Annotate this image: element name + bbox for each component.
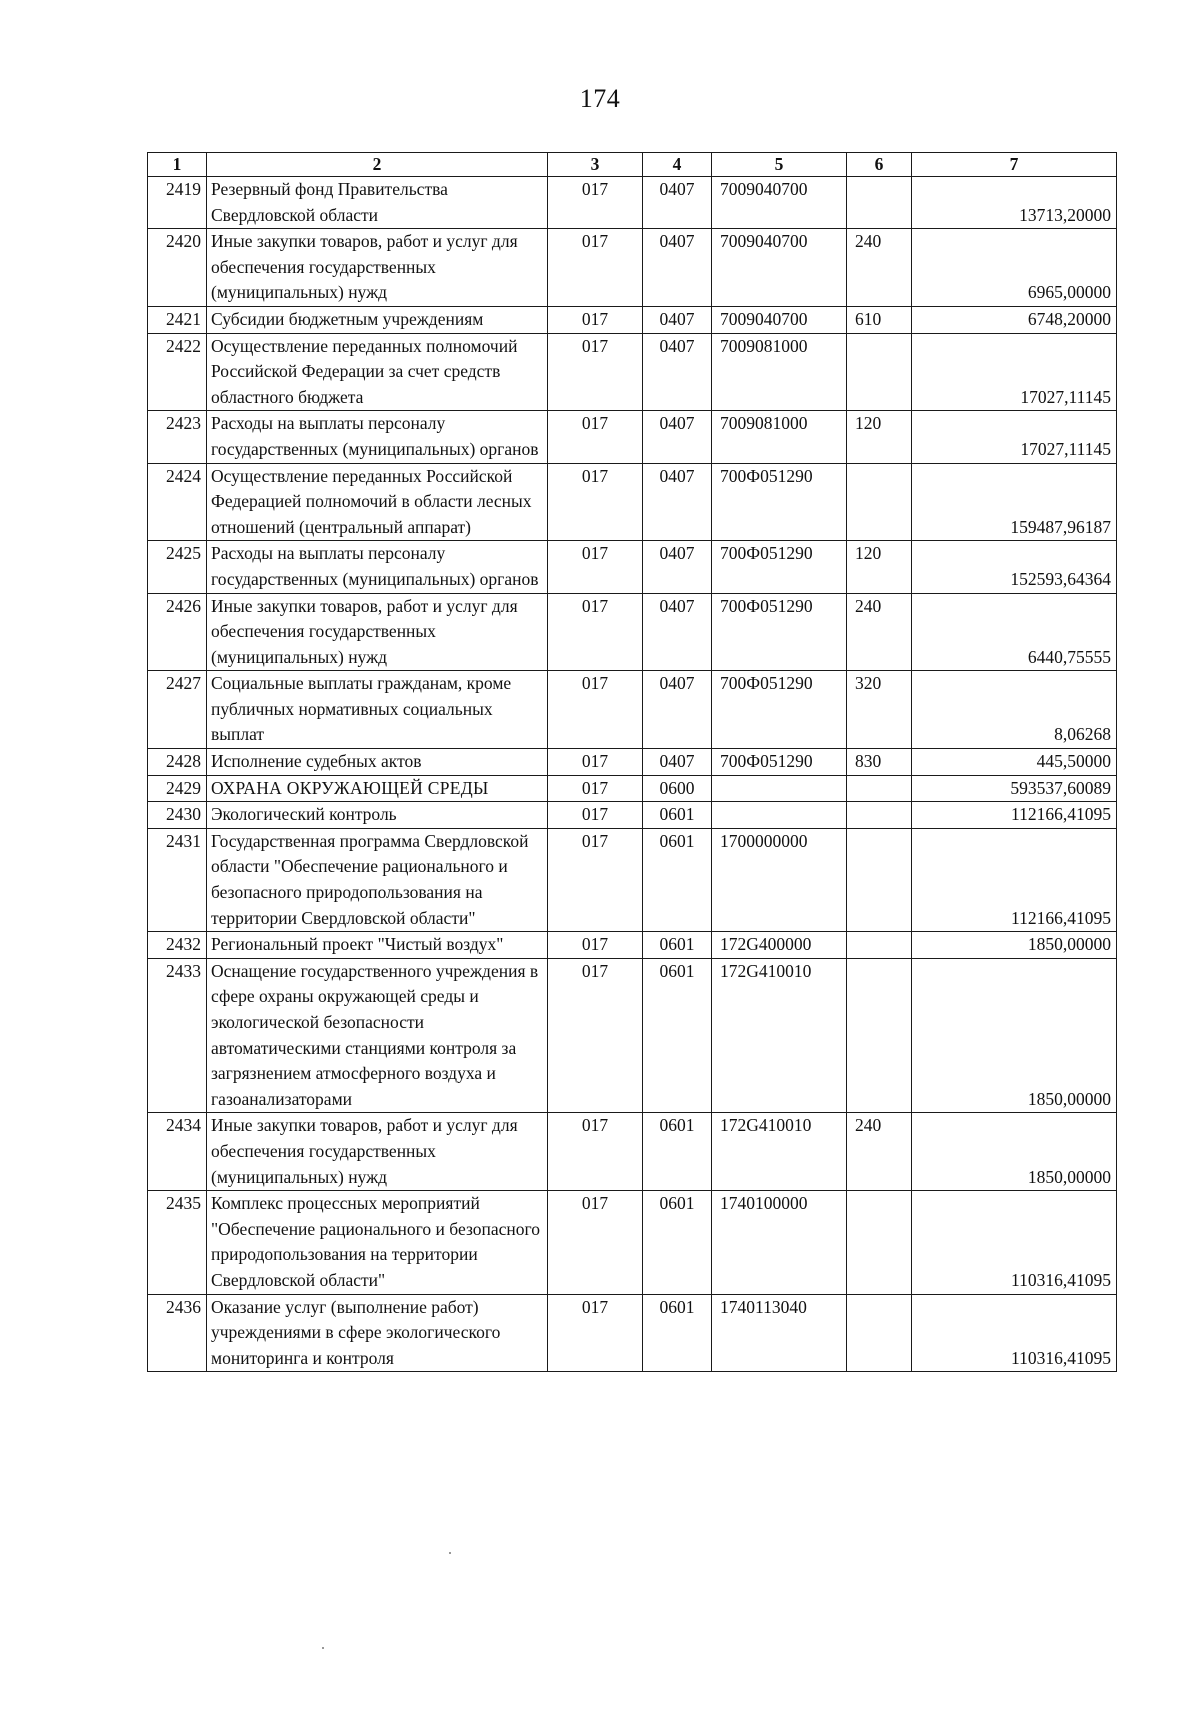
row-number-cell: 2435 (148, 1191, 207, 1294)
expense-type-cell (847, 828, 912, 931)
amount-cell: 1850,00000 (912, 958, 1117, 1113)
amount-cell: 17027,11145 (912, 411, 1117, 463)
amount-cell: 17027,11145 (912, 333, 1117, 411)
table-row (148, 828, 1117, 931)
target-article-cell: 700Ф051290 (712, 463, 847, 541)
expense-type-cell (847, 333, 912, 411)
item-name-cell: Иные закупки товаров, работ и услуг для обеспечения государственных (муниципальных) нужд (207, 229, 548, 307)
row-number-cell: 2430 (148, 802, 207, 829)
table-row (148, 958, 1117, 1113)
scan-speck (322, 1647, 324, 1649)
section-code-cell: 0601 (643, 958, 712, 1113)
section-code-cell: 0407 (643, 306, 712, 333)
section-code-cell: 0600 (643, 775, 712, 802)
ministry-code-cell: 017 (548, 1294, 643, 1372)
amount-cell: 8,06268 (912, 671, 1117, 749)
expense-type-cell (847, 463, 912, 541)
amount-cell: 159487,96187 (912, 463, 1117, 541)
column-header-6: 6 (847, 153, 912, 177)
row-number-cell: 2426 (148, 593, 207, 671)
expense-type-cell: 240 (847, 1113, 912, 1191)
item-name-cell: ОХРАНА ОКРУЖАЮЩЕЙ СРЕДЫ (207, 775, 548, 802)
amount-cell: 13713,20000 (912, 177, 1117, 229)
expense-type-cell (847, 932, 912, 959)
amount-cell: 112166,41095 (912, 828, 1117, 931)
column-header-4: 4 (643, 153, 712, 177)
scan-speck (449, 1552, 451, 1554)
item-name-cell: Государственная программа Свердловской области "Обеспечение рационального и безопасного природопользования на территории Свердловской области" (207, 828, 548, 931)
section-code-cell: 0407 (643, 671, 712, 749)
table-body (148, 177, 1117, 1372)
expense-type-cell: 120 (847, 411, 912, 463)
row-number-cell: 2423 (148, 411, 207, 463)
ministry-code-cell: 017 (548, 411, 643, 463)
item-name-cell: Субсидии бюджетным учреждениям (207, 306, 548, 333)
item-name-cell: Осуществление переданных Российской Федерацией полномочий в области лесных отношений (центральный аппарат) (207, 463, 548, 541)
ministry-code-cell: 017 (548, 333, 643, 411)
table-row (148, 463, 1117, 541)
item-name-cell: Комплекс процессных мероприятий "Обеспечение рационального и безопасного природопользования на территории Свердловской области" (207, 1191, 548, 1294)
table-row (148, 411, 1117, 463)
table-row (148, 775, 1117, 802)
expense-type-cell (847, 1191, 912, 1294)
amount-cell: 6965,00000 (912, 229, 1117, 307)
section-code-cell: 0601 (643, 932, 712, 959)
amount-cell: 1850,00000 (912, 1113, 1117, 1191)
item-name-cell: Оказание услуг (выполнение работ) учреждениями в сфере экологического мониторинга и контроля (207, 1294, 548, 1372)
target-article-cell: 172G400000 (712, 932, 847, 959)
table-row (148, 671, 1117, 749)
target-article-cell (712, 802, 847, 829)
ministry-code-cell: 017 (548, 932, 643, 959)
target-article-cell: 172G410010 (712, 1113, 847, 1191)
row-number-cell: 2432 (148, 932, 207, 959)
row-number-cell: 2434 (148, 1113, 207, 1191)
row-number-cell: 2419 (148, 177, 207, 229)
ministry-code-cell: 017 (548, 671, 643, 749)
item-name-cell: Исполнение судебных актов (207, 749, 548, 776)
row-number-cell: 2421 (148, 306, 207, 333)
target-article-cell: 7009081000 (712, 333, 847, 411)
section-code-cell: 0407 (643, 411, 712, 463)
table-row (148, 229, 1117, 307)
item-name-cell: Иные закупки товаров, работ и услуг для обеспечения государственных (муниципальных) нужд (207, 1113, 548, 1191)
expense-type-cell (847, 802, 912, 829)
target-article-cell: 7009040700 (712, 306, 847, 333)
ministry-code-cell: 017 (548, 1191, 643, 1294)
target-article-cell: 7009040700 (712, 229, 847, 307)
budget-table (147, 152, 1117, 1372)
target-article-cell: 700Ф051290 (712, 671, 847, 749)
table-row (148, 593, 1117, 671)
table-row (148, 333, 1117, 411)
section-code-cell: 0407 (643, 749, 712, 776)
section-code-cell: 0601 (643, 828, 712, 931)
section-code-cell: 0407 (643, 541, 712, 593)
target-article-cell (712, 775, 847, 802)
item-name-cell: Региональный проект "Чистый воздух" (207, 932, 548, 959)
expense-type-cell: 610 (847, 306, 912, 333)
ministry-code-cell: 017 (548, 828, 643, 931)
amount-cell: 110316,41095 (912, 1191, 1117, 1294)
expense-type-cell (847, 958, 912, 1113)
section-code-cell: 0407 (643, 593, 712, 671)
column-header-1: 1 (148, 153, 207, 177)
row-number-cell: 2422 (148, 333, 207, 411)
column-header-2: 2 (207, 153, 548, 177)
table-header-row (148, 153, 1117, 177)
table-row (148, 1191, 1117, 1294)
column-header-5: 5 (712, 153, 847, 177)
ministry-code-cell: 017 (548, 541, 643, 593)
expense-type-cell: 830 (847, 749, 912, 776)
ministry-code-cell: 017 (548, 306, 643, 333)
section-code-cell: 0407 (643, 333, 712, 411)
expense-type-cell (847, 177, 912, 229)
amount-cell: 110316,41095 (912, 1294, 1117, 1372)
section-code-cell: 0407 (643, 463, 712, 541)
table-row (148, 749, 1117, 776)
ministry-code-cell: 017 (548, 958, 643, 1113)
expense-type-cell: 320 (847, 671, 912, 749)
column-header-3: 3 (548, 153, 643, 177)
table-row (148, 306, 1117, 333)
item-name-cell: Оснащение государственного учреждения в сфере охраны окружающей среды и экологической безопасности автоматическими станциями контроля за загрязнением атмосферного воздуха и газоанализаторами (207, 958, 548, 1113)
amount-cell: 593537,60089 (912, 775, 1117, 802)
item-name-cell: Осуществление переданных полномочий Российской Федерации за счет средств областного бюджета (207, 333, 548, 411)
target-article-cell: 1740113040 (712, 1294, 847, 1372)
ministry-code-cell: 017 (548, 593, 643, 671)
amount-cell: 112166,41095 (912, 802, 1117, 829)
section-code-cell: 0601 (643, 1191, 712, 1294)
ministry-code-cell: 017 (548, 775, 643, 802)
row-number-cell: 2427 (148, 671, 207, 749)
row-number-cell: 2436 (148, 1294, 207, 1372)
table-row (148, 802, 1117, 829)
ministry-code-cell: 017 (548, 802, 643, 829)
amount-cell: 1850,00000 (912, 932, 1117, 959)
column-header-7: 7 (912, 153, 1117, 177)
ministry-code-cell: 017 (548, 1113, 643, 1191)
ministry-code-cell: 017 (548, 749, 643, 776)
table-row (148, 1113, 1117, 1191)
target-article-cell: 700Ф051290 (712, 593, 847, 671)
amount-cell: 6440,75555 (912, 593, 1117, 671)
ministry-code-cell: 017 (548, 177, 643, 229)
row-number-cell: 2425 (148, 541, 207, 593)
item-name-cell: Расходы на выплаты персоналу государственных (муниципальных) органов (207, 411, 548, 463)
amount-cell: 445,50000 (912, 749, 1117, 776)
section-code-cell: 0601 (643, 1294, 712, 1372)
item-name-cell: Экологический контроль (207, 802, 548, 829)
section-code-cell: 0407 (643, 177, 712, 229)
item-name-cell: Иные закупки товаров, работ и услуг для обеспечения государственных (муниципальных) нужд (207, 593, 548, 671)
item-name-cell: Социальные выплаты гражданам, кроме публичных нормативных социальных выплат (207, 671, 548, 749)
target-article-cell: 700Ф051290 (712, 541, 847, 593)
amount-cell: 152593,64364 (912, 541, 1117, 593)
table-row (148, 932, 1117, 959)
ministry-code-cell: 017 (548, 229, 643, 307)
table-row (148, 541, 1117, 593)
row-number-cell: 2433 (148, 958, 207, 1113)
expense-type-cell (847, 775, 912, 802)
target-article-cell: 700Ф051290 (712, 749, 847, 776)
amount-cell: 6748,20000 (912, 306, 1117, 333)
expense-type-cell: 240 (847, 229, 912, 307)
expense-type-cell: 240 (847, 593, 912, 671)
section-code-cell: 0601 (643, 1113, 712, 1191)
target-article-cell: 1740100000 (712, 1191, 847, 1294)
row-number-cell: 2429 (148, 775, 207, 802)
row-number-cell: 2431 (148, 828, 207, 931)
target-article-cell: 7009081000 (712, 411, 847, 463)
section-code-cell: 0407 (643, 229, 712, 307)
section-code-cell: 0601 (643, 802, 712, 829)
target-article-cell: 172G410010 (712, 958, 847, 1113)
item-name-cell: Резервный фонд Правительства Свердловской области (207, 177, 548, 229)
row-number-cell: 2420 (148, 229, 207, 307)
table-row (148, 177, 1117, 229)
row-number-cell: 2428 (148, 749, 207, 776)
expense-type-cell: 120 (847, 541, 912, 593)
table-row (148, 1294, 1117, 1372)
item-name-cell: Расходы на выплаты персоналу государственных (муниципальных) органов (207, 541, 548, 593)
ministry-code-cell: 017 (548, 463, 643, 541)
target-article-cell: 7009040700 (712, 177, 847, 229)
expense-type-cell (847, 1294, 912, 1372)
page-number: 174 (579, 84, 621, 113)
target-article-cell: 1700000000 (712, 828, 847, 931)
row-number-cell: 2424 (148, 463, 207, 541)
